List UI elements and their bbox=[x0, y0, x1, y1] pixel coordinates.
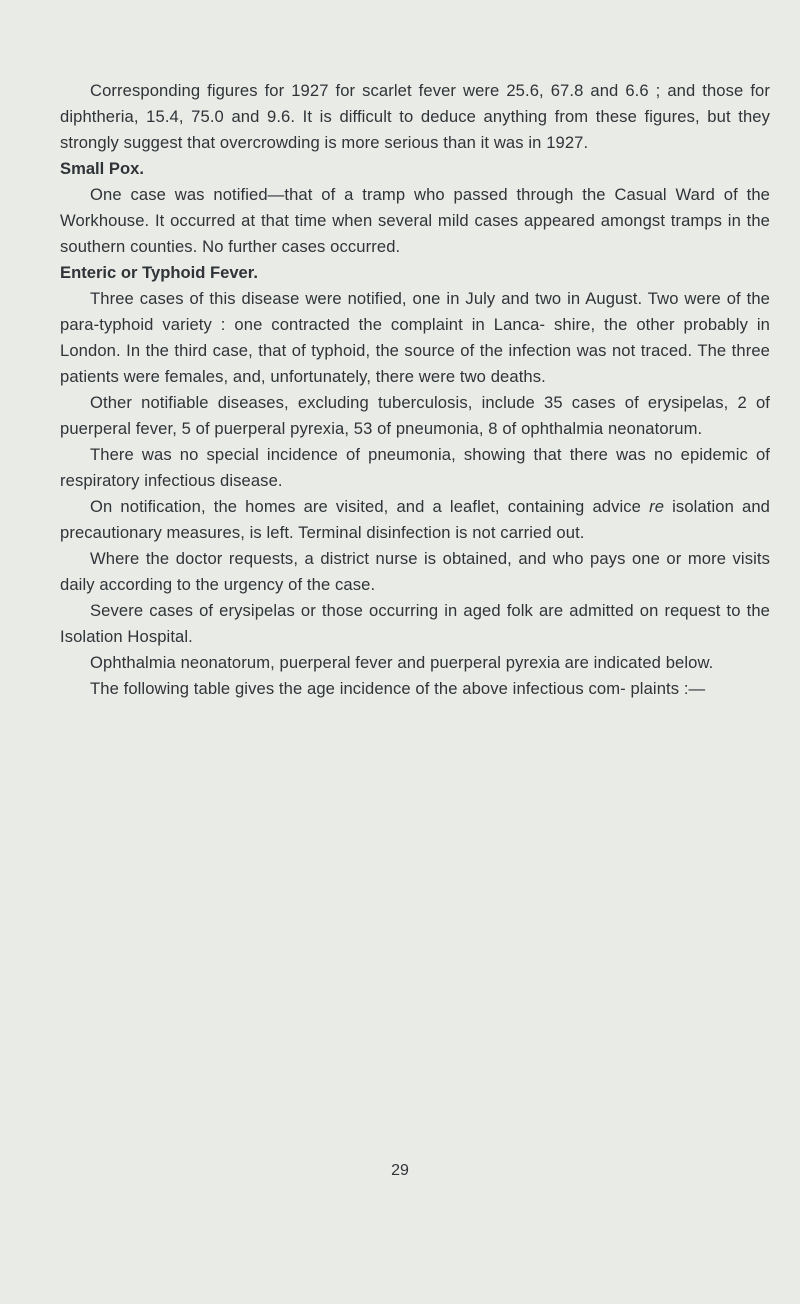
paragraph-notification-procedure bbox=[60, 494, 770, 546]
paragraph-enteric-cases: Three cases of this disease were notified, one in July and two in August. Two were of the para-typhoid variety : one contracted the complaint in Lanca- shire, the other probably in London. In the third case, that of typhoid, the source of the infection was not traced. The three patients were females, and, unfortunately, there were two deaths. bbox=[60, 289, 770, 386]
heading-enteric-typhoid: Enteric or Typhoid Fever. bbox=[60, 263, 258, 282]
paragraph-district-nurse: Where the doctor requests, a district nurse is obtained, and who pays one or more visits daily according to the urgency of the case. bbox=[60, 549, 770, 594]
notification-text-rest: isolation and precautionary measures, is left. Terminal disinfection is not carried out. bbox=[60, 497, 770, 542]
paragraph-scarlet-diphtheria-figures: Corresponding figures for 1927 for scarlet fever were 25.6, 67.8 and 6.6 ; and those for diphtheria, 15.4, 75.0 and 9.6. It is difficult to deduce anything from these figures, but they strongly suggest that overcrowding is more serious than it was in 1927. bbox=[60, 81, 770, 152]
paragraph-small-pox: One case was notified—that of a tramp who passed through the Casual Ward of the Workhouse. It occurred at that time when several mild cases appeared amongst tramps in the southern counties. No further cases occurred. bbox=[60, 185, 770, 256]
page-number: 29 bbox=[391, 1162, 409, 1179]
paragraph-other-notifiable: Other notifiable diseases, excluding tuberculosis, include 35 cases of erysipelas, 2 of puerperal fever, 5 of puerperal pyrexia, 53 of pneumonia, 8 of ophthalmia neonatorum. bbox=[60, 393, 770, 438]
page-body bbox=[60, 78, 770, 702]
heading-small-pox: Small Pox. bbox=[60, 159, 144, 178]
re-italic: re bbox=[649, 497, 665, 516]
paragraph-table-intro: The following table gives the age incidence of the above infectious com- plaints :— bbox=[90, 679, 706, 698]
paragraph-erysipelas-admission: Severe cases of erysipelas or those occurring in aged folk are admitted on request to the Isolation Hospital. bbox=[60, 601, 770, 646]
paragraph-pneumonia: There was no special incidence of pneumonia, showing that there was no epidemic of respiratory infectious disease. bbox=[60, 445, 770, 490]
notification-text-start: On notification, the homes are visited, and a leaflet, containing advice bbox=[90, 497, 650, 516]
paragraph-ophthalmia: Ophthalmia neonatorum, puerperal fever and puerperal pyrexia are indicated below. bbox=[90, 653, 714, 672]
